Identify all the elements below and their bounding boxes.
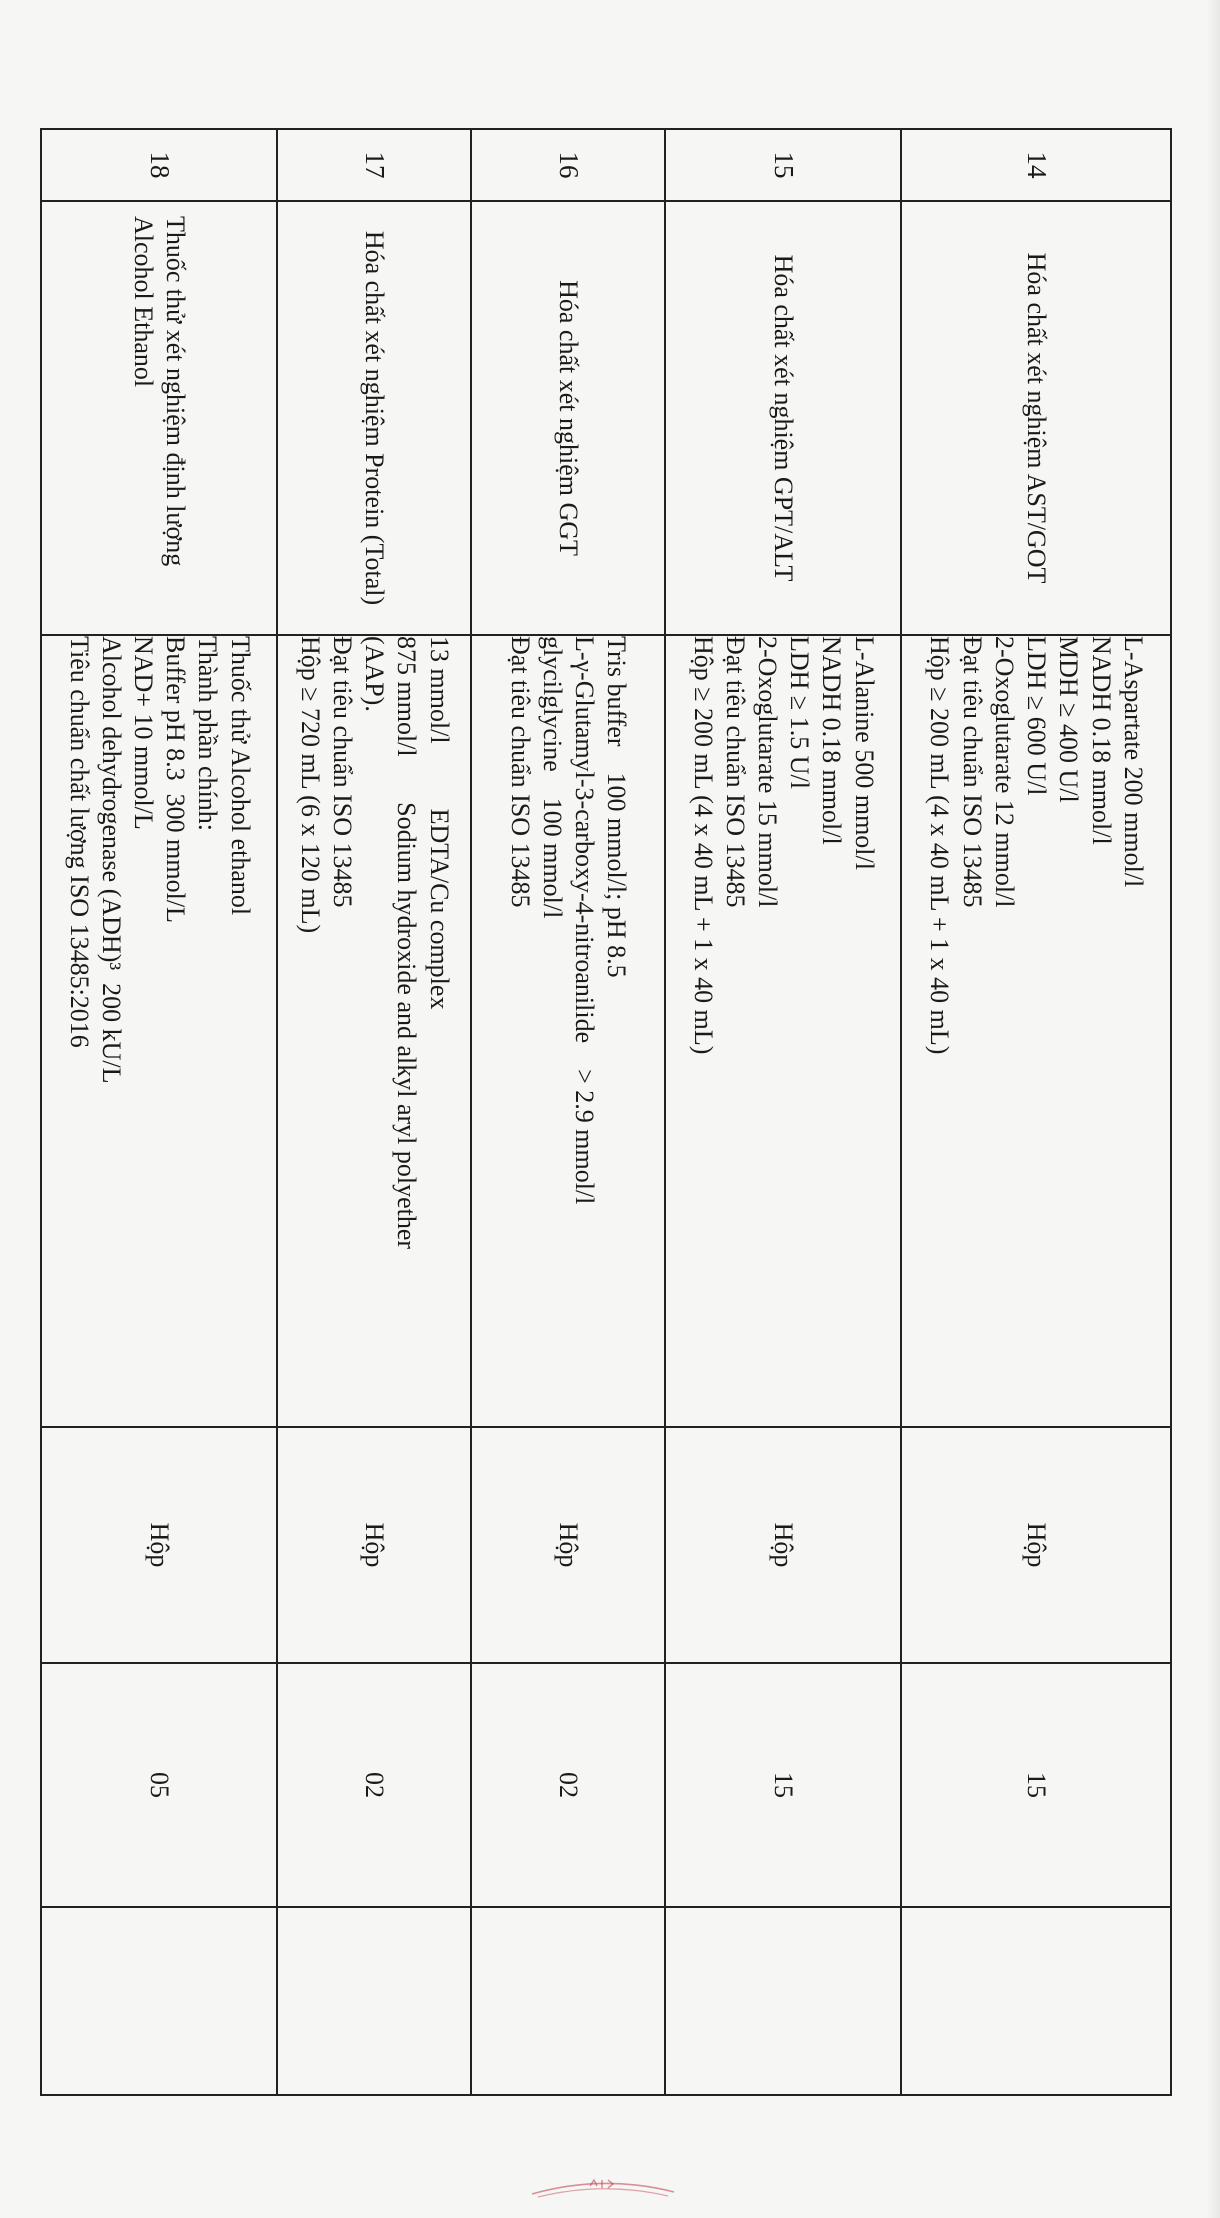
row-number: 14 — [901, 129, 1171, 201]
note-cell — [471, 1907, 665, 2095]
spec-line: 2-Oxoglutarate 12 mmol/l — [989, 636, 1019, 908]
spec-line: LDH ≥ 600 U/l — [1022, 636, 1052, 796]
spec-line: Buffer pH 8.3 300 mmol/L — [161, 636, 191, 923]
quantity-cell: 15 — [901, 1663, 1171, 1907]
rotated-table-wrapper — [42, 128, 1172, 2094]
spec-line: L-Alanine 500 mmol/l — [849, 636, 879, 870]
unit-cell: Hộp — [277, 1427, 471, 1663]
spec-line: L-Aspartate 200 mmol/l — [1118, 636, 1148, 888]
note-cell — [901, 1907, 1171, 2095]
spec-line: Đạt tiêu chuẩn ISO 13485 — [720, 636, 750, 908]
spec-cell — [277, 635, 471, 1427]
spec-line: NADH 0.18 mmol/l — [817, 636, 847, 845]
spec-line: Đạt tiêu chuẩn ISO 13485 — [505, 636, 535, 908]
spec-line: Hộp ≥ 200 mL (4 x 40 mL + 1 x 40 mL) — [925, 636, 955, 1055]
spec-line: NAD+ 10 mmol/L — [129, 636, 158, 830]
spec-line: 2-Oxoglutarate 15 mmol/l — [753, 636, 782, 908]
product-name: Hóa chất xét nghiệm GPT/ALT — [665, 201, 901, 635]
spec-line: Đạt tiêu chuẩn ISO 13485 — [957, 636, 987, 908]
unit-cell: Hộp — [41, 1427, 277, 1663]
quantity-cell: 02 — [277, 1663, 471, 1907]
table-row — [277, 129, 471, 2095]
red-seal-stamp-icon — [528, 2172, 678, 2200]
spec-line: LDH ≥ 1.5 U/l — [785, 636, 815, 789]
spec-line: Hộp ≥ 720 mL (6 x 120 mL) — [295, 636, 325, 934]
product-name: Hóa chất xét nghiệm Protein (Total) — [277, 201, 471, 635]
spec-line: Alcohol dehydrogenase (ADH)³ 200 kU/L — [96, 636, 126, 1084]
spec-line: Hộp ≥ 200 mL (4 x 40 mL + 1 x 40 mL) — [688, 636, 718, 1055]
spec-cell — [665, 635, 901, 1427]
note-cell — [665, 1907, 901, 2095]
page-edge-shadow — [1206, 0, 1220, 2218]
spec-line: Thành phần chính: — [193, 636, 223, 831]
spec-line: 13 mmol/l EDTA/Cu complex — [424, 636, 454, 1010]
spec-line: Tris buffer 100 mmol/l; pH 8.5 — [602, 636, 632, 978]
spec-line: Tiêu chuẩn chất lượng ISO 13485:2016 — [64, 636, 94, 1048]
quantity-cell: 05 — [41, 1663, 277, 1907]
spec-line: glycilglycine 100 mmol/l — [538, 636, 567, 919]
spec-line: 875 mmol/l Sodium hydroxide and alkyl aryl polyether — [392, 636, 422, 1250]
quantity-cell: 02 — [471, 1663, 665, 1907]
row-number: 17 — [277, 129, 471, 201]
product-name: Thuốc thử xét nghiệm định lượng Alcohol Ethanol — [41, 201, 277, 635]
row-number: 16 — [471, 129, 665, 201]
unit-cell: Hộp — [471, 1427, 665, 1663]
spec-line: Đạt tiêu chuẩn ISO 13485 — [327, 636, 357, 908]
table-row — [901, 129, 1171, 2095]
product-name: Hóa chất xét nghiệm AST/GOT — [901, 201, 1171, 635]
spec-line: L-γ-Glutamyl-3-carboxy-4-nitroanilide > 2.9 mmol/l — [570, 636, 600, 1205]
table-row — [471, 129, 665, 2095]
row-number: 15 — [665, 129, 901, 201]
unit-cell: Hộp — [665, 1427, 901, 1663]
unit-cell: Hộp — [901, 1427, 1171, 1663]
spec-line: MDH ≥ 400 U/l — [1054, 636, 1084, 803]
note-cell — [277, 1907, 471, 2095]
quantity-cell: 15 — [665, 1663, 901, 1907]
table-row — [665, 129, 901, 2095]
product-name: Hóa chất xét nghiệm GGT — [471, 201, 665, 635]
spec-cell — [901, 635, 1171, 1427]
row-number: 18 — [41, 129, 277, 201]
spec-line: (AAP). — [360, 636, 390, 712]
spec-cell — [41, 635, 277, 1427]
table-row — [41, 129, 277, 2095]
note-cell — [41, 1907, 277, 2095]
spec-line: Thuốc thử Alcohol ethanol — [225, 636, 255, 916]
specification-table — [40, 128, 1172, 2096]
spec-line: NADH 0.18 mmol/l — [1086, 636, 1116, 845]
spec-cell — [471, 635, 665, 1427]
